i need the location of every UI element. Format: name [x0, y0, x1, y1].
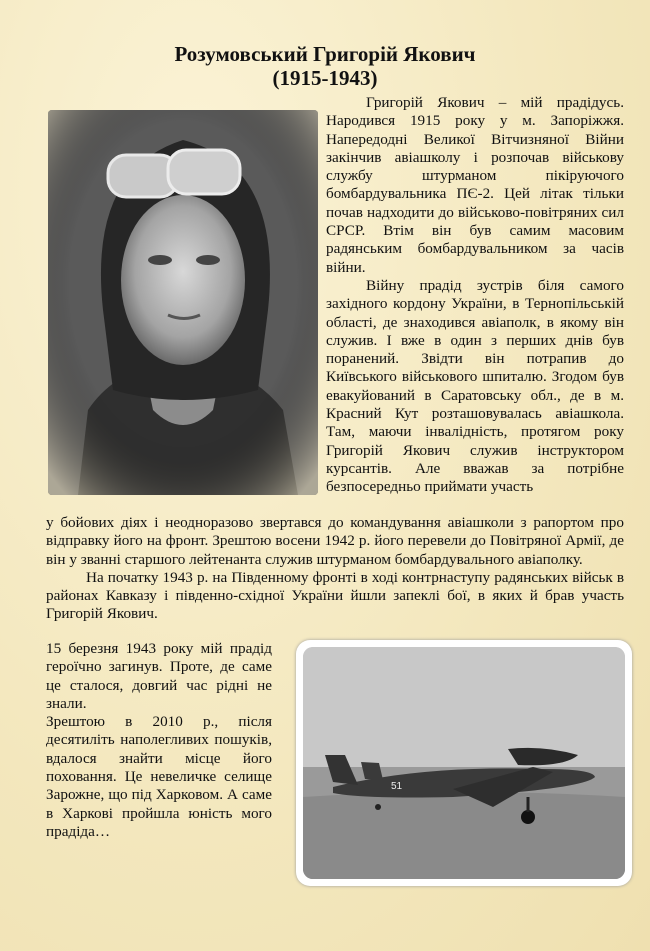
- plane-photo-image: [303, 647, 625, 879]
- paragraph-5-text: Зрештою в 2010 р., після десятиліть наполегливих пошуків, вдалося знайти місце його поховання. Це невеличке селище Зарожне, що під Харковом. А саме в Харкові пройшла юність мого прадіда…: [46, 713, 272, 840]
- paragraph-3-text: На початку 1943 р. на Південному фронті в ході контрнаступу радянських військ в районах Кавказу і південно-східної України йшли запеклі бої, в яких й брав участь Григорій Якович.: [46, 568, 624, 623]
- page-title: [0, 42, 650, 90]
- plane-photo: [296, 640, 632, 886]
- paragraph-4: [46, 640, 272, 841]
- portrait-photo: [48, 110, 318, 495]
- title-name: Розумовський Григорій Якович: [174, 42, 476, 66]
- bomber-illustration: [303, 647, 625, 879]
- portrait-illustration: [48, 110, 318, 495]
- plane-marking: 51: [391, 781, 403, 792]
- title-years: (1915-1943): [272, 66, 378, 90]
- paragraph-1-text: Григорій Якович – мій прадідусь. Народився 1915 року у м. Запоріжжя. Напередодні Великої Вітчизняної Війни закінчив авіашколу і розпочав військову службу штурманом пікіруючого бомбардувальника ПЄ-2. Цей літак тільки почав надходити до військово-повітряних сил СРСР. Втім він був самим масовим радянським бомбардувальником за часів війни.: [326, 94, 624, 276]
- paragraph-2-side-text: Війну прадід зустрів біля самого західного кордону України, в Тернопільській області, де знаходився авіаполк, в якому він служив. І вже в один з перших днів був поранений. Звідти він потрапив до Київського військового шпиталю. Згодом був евакуйований в Саратовську обл., де в м. Красний Кут розташовувалась авіашкола. Там, маючи інвалідність, протягом року Григорій Якович служив інструктором курсантів. Але вважав за потрібне безпосередньо приймати участь: [326, 276, 624, 496]
- paragraph-2-full-text: у бойових діях і неодноразово звертався до командування авіашколи з рапортом про відправку його на фронт. Зрештою восени 1942 р. його перевели до Повітряної Армії, де він у званні старшого лейтенанта служив штурманом бомбардувального авіаполку.: [46, 514, 624, 568]
- paragraph-2-full: [46, 514, 624, 624]
- paragraph-1: [326, 94, 624, 497]
- paragraph-4-text: 15 березня 1943 року мій прадід героїчно загинув. Проте, де саме це сталося, довгий час рідні не знали.: [46, 640, 272, 712]
